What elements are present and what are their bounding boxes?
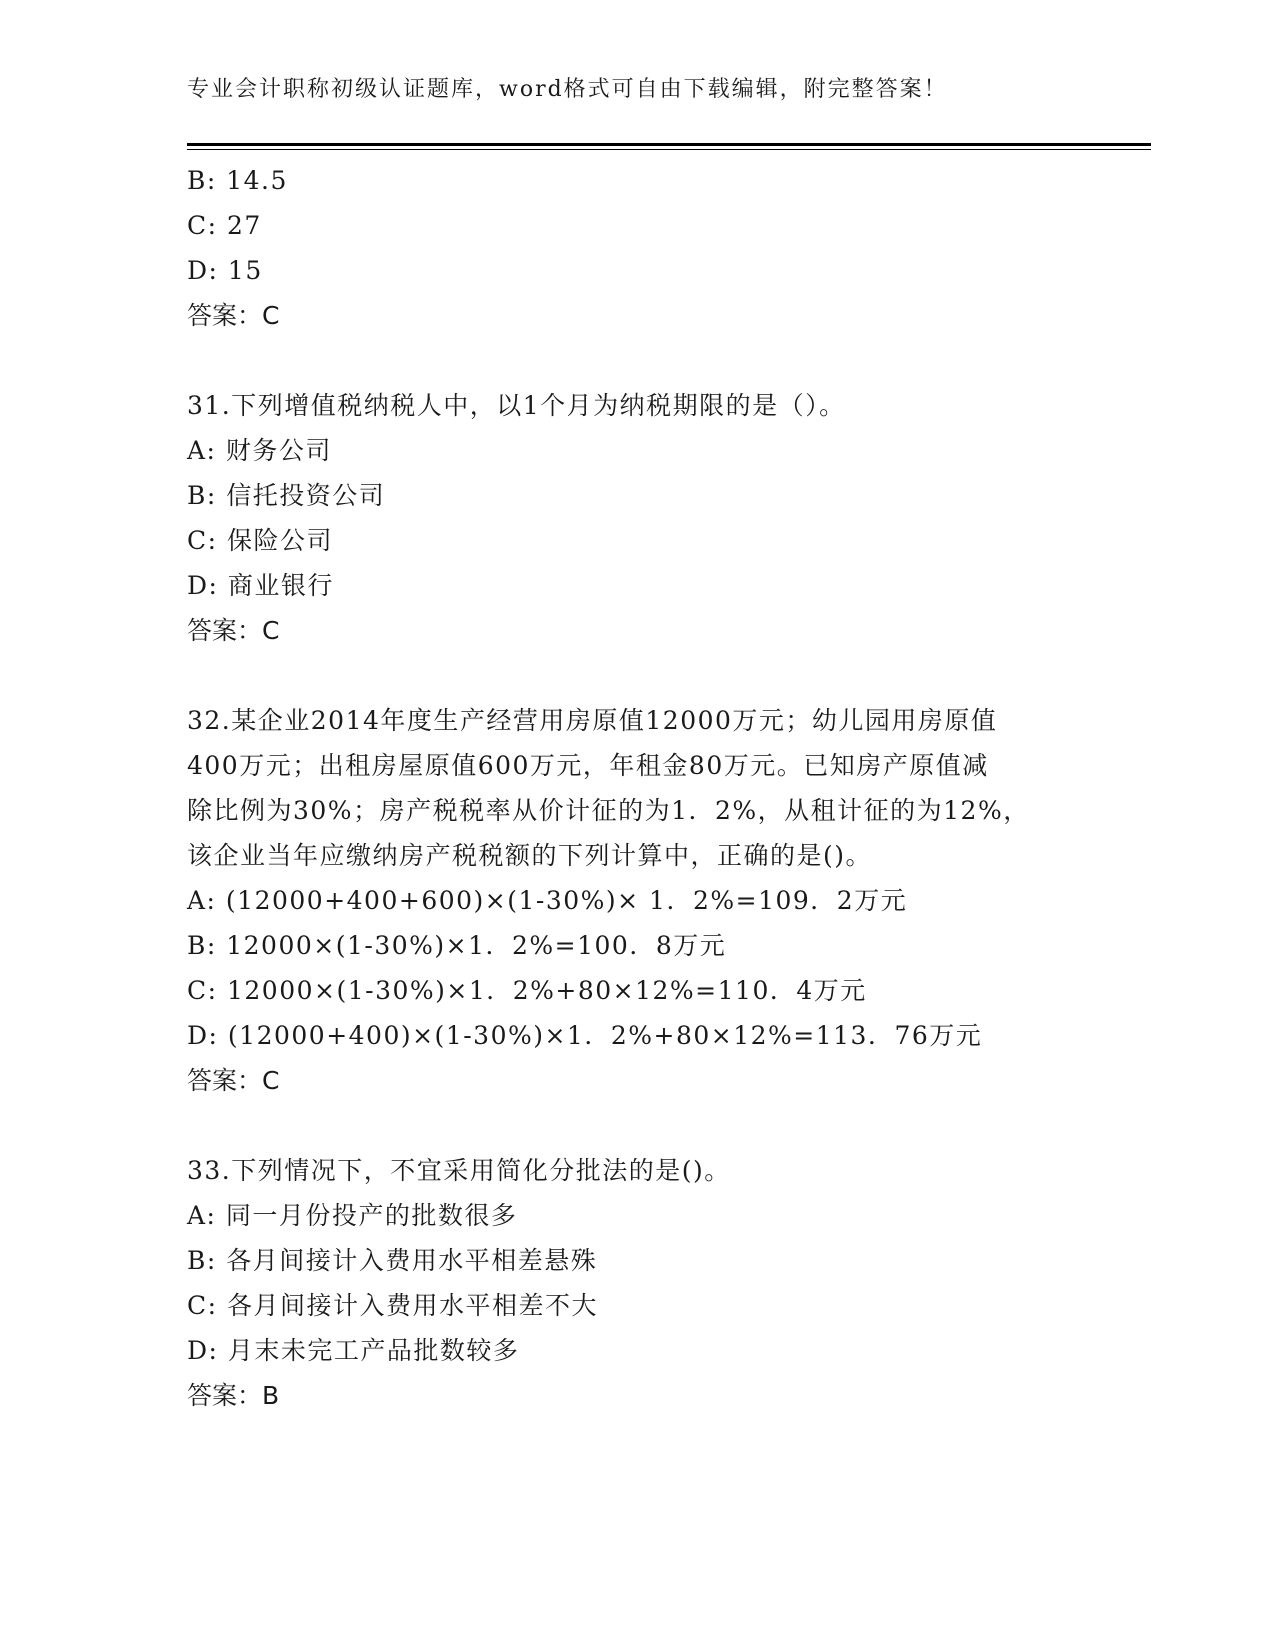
question-stem: 31.下列增值税纳税人中，以1个月为纳税期限的是（）。 xyxy=(187,391,846,420)
option-b: B: 12000×(1-30%)×1．2%=100．8万元 xyxy=(187,931,727,960)
question-stem-line: 该企业当年应缴纳房产税税额的下列计算中，正确的是()。 xyxy=(187,841,873,870)
question-32 xyxy=(187,698,1087,1103)
question-stem-line: 400万元；出租房屋原值600万元，年租金80万元。已知房产原值减 xyxy=(187,751,989,780)
question-stem-line: 32.某企业2014年度生产经营用房原值12000万元；幼儿园用房原值 xyxy=(187,706,998,735)
option-c: C: 保险公司 xyxy=(187,526,333,555)
question-stem: 33.下列情况下，不宜采用简化分批法的是()。 xyxy=(187,1156,731,1185)
option-a: A: 同一月份投产的批数很多 xyxy=(187,1201,518,1230)
answer: 答案：C xyxy=(187,1066,280,1095)
prev-question xyxy=(187,158,1087,338)
page-header: 专业会计职称初级认证题库，word格式可自由下载编辑，附完整答案！ xyxy=(187,77,948,102)
option-b: B: 信托投资公司 xyxy=(187,481,386,510)
question-content xyxy=(187,158,1087,1418)
question-33 xyxy=(187,1148,1087,1418)
option-d: D: 15 xyxy=(187,256,263,285)
header-rule-thick xyxy=(187,143,1151,146)
answer: 答案：C xyxy=(187,616,280,645)
answer: 答案：B xyxy=(187,1381,280,1410)
option-b: B: 各月间接计入费用水平相差悬殊 xyxy=(187,1246,598,1275)
option-d: D: 月末未完工产品批数较多 xyxy=(187,1336,520,1365)
header-rule-thin xyxy=(187,149,1151,150)
option-d: D: 商业银行 xyxy=(187,571,334,600)
answer: 答案：C xyxy=(187,301,280,330)
option-c: C: 27 xyxy=(187,211,262,240)
option-a: A: (12000+400+600)×(1-30%)× 1．2%=109．2万元 xyxy=(187,886,908,915)
option-b: B: 14.5 xyxy=(187,166,288,195)
option-c: C: 12000×(1-30%)×1．2%+80×12%=110．4万元 xyxy=(187,976,867,1005)
option-d: D: (12000+400)×(1-30%)×1．2%+80×12%=113．76万元 xyxy=(187,1021,983,1050)
question-stem-line: 除比例为30%；房产税税率从价计征的为1．2%，从租计征的为12%， xyxy=(187,796,1030,825)
option-a: A: 财务公司 xyxy=(187,436,332,465)
option-c: C: 各月间接计入费用水平相差不大 xyxy=(187,1291,598,1320)
question-31 xyxy=(187,383,1087,653)
